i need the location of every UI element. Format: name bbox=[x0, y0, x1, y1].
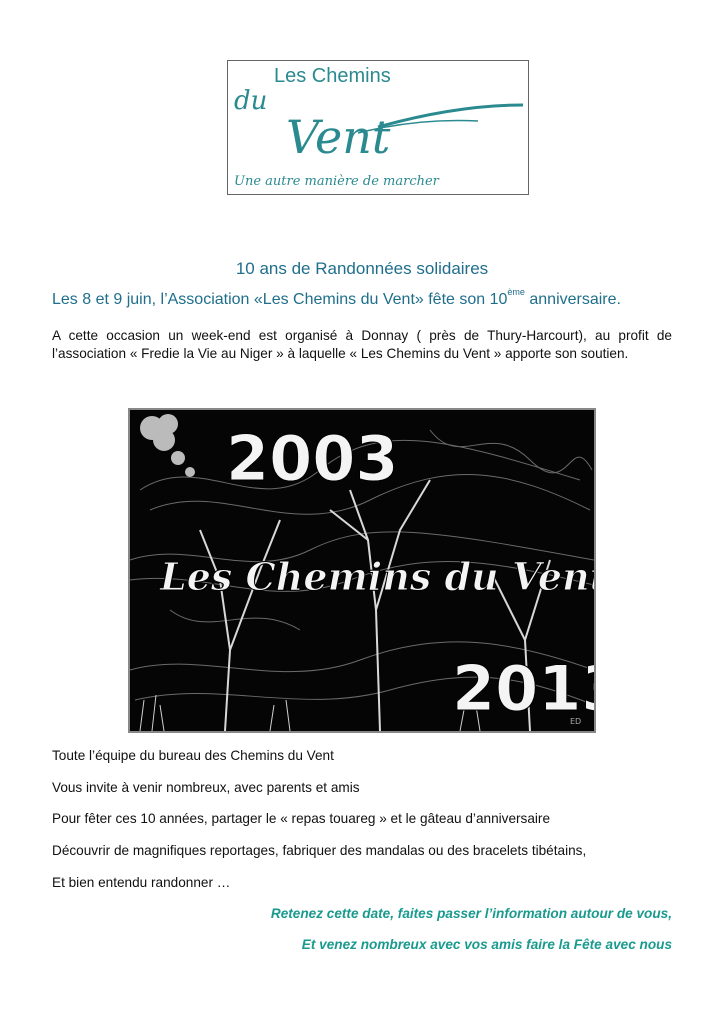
subtitle-tail: anniversaire. bbox=[524, 291, 621, 308]
poster-name: Les Chemins du Vent bbox=[160, 554, 594, 599]
poster-graphic bbox=[130, 410, 594, 731]
body-line: Toute l’équipe du bureau des Chemins du Vent bbox=[52, 748, 334, 763]
body-line: Pour fêter ces 10 années, partager le « repas touareg » et le gâteau d’anniversaire bbox=[52, 811, 551, 826]
logo-line2: du bbox=[234, 86, 268, 116]
logo-tagline: Une autre manière de marcher bbox=[234, 174, 439, 189]
closing-line: Retenez cette date, faites passer l’information autour de vous, bbox=[270, 906, 672, 921]
poster-year-end: 201 bbox=[452, 652, 582, 725]
body-line: Et bien entendu randonner … bbox=[52, 875, 231, 890]
closing-line: Et venez nombreux avec vos amis faire la Fête avec nous bbox=[301, 937, 672, 952]
poster-year-start: 2003 bbox=[226, 422, 399, 495]
poster-signature: ED bbox=[570, 717, 582, 726]
intro-paragraph: A cette occasion un week-end est organisé à Donnay ( près de Thury-Harcourt), au profit de l’association « Fredie la Vie au Niger » à laquelle « Les Chemins du Vent » apporte son soutien. bbox=[52, 328, 672, 361]
logo bbox=[227, 60, 529, 195]
body-line: Vous invite à venir nombreux, avec parents et amis bbox=[52, 780, 360, 795]
logo-graphic bbox=[228, 61, 528, 194]
logo-line3: Vent bbox=[286, 110, 391, 164]
anniversary-poster bbox=[128, 408, 596, 733]
logo-swash bbox=[378, 105, 523, 127]
logo-line1: Les Chemins bbox=[274, 65, 391, 87]
page-subtitle bbox=[52, 287, 692, 309]
subtitle-superscript: ème bbox=[507, 287, 525, 297]
body-line: Découvrir de magnifiques reportages, fabriquer des mandalas ou des bracelets tibétains, bbox=[52, 843, 587, 858]
page-title: 10 ans de Randonnées solidaires bbox=[235, 259, 489, 278]
subtitle-text: Les 8 et 9 juin, l’Association «Les Chemins du Vent» fête son 10 bbox=[52, 291, 508, 308]
